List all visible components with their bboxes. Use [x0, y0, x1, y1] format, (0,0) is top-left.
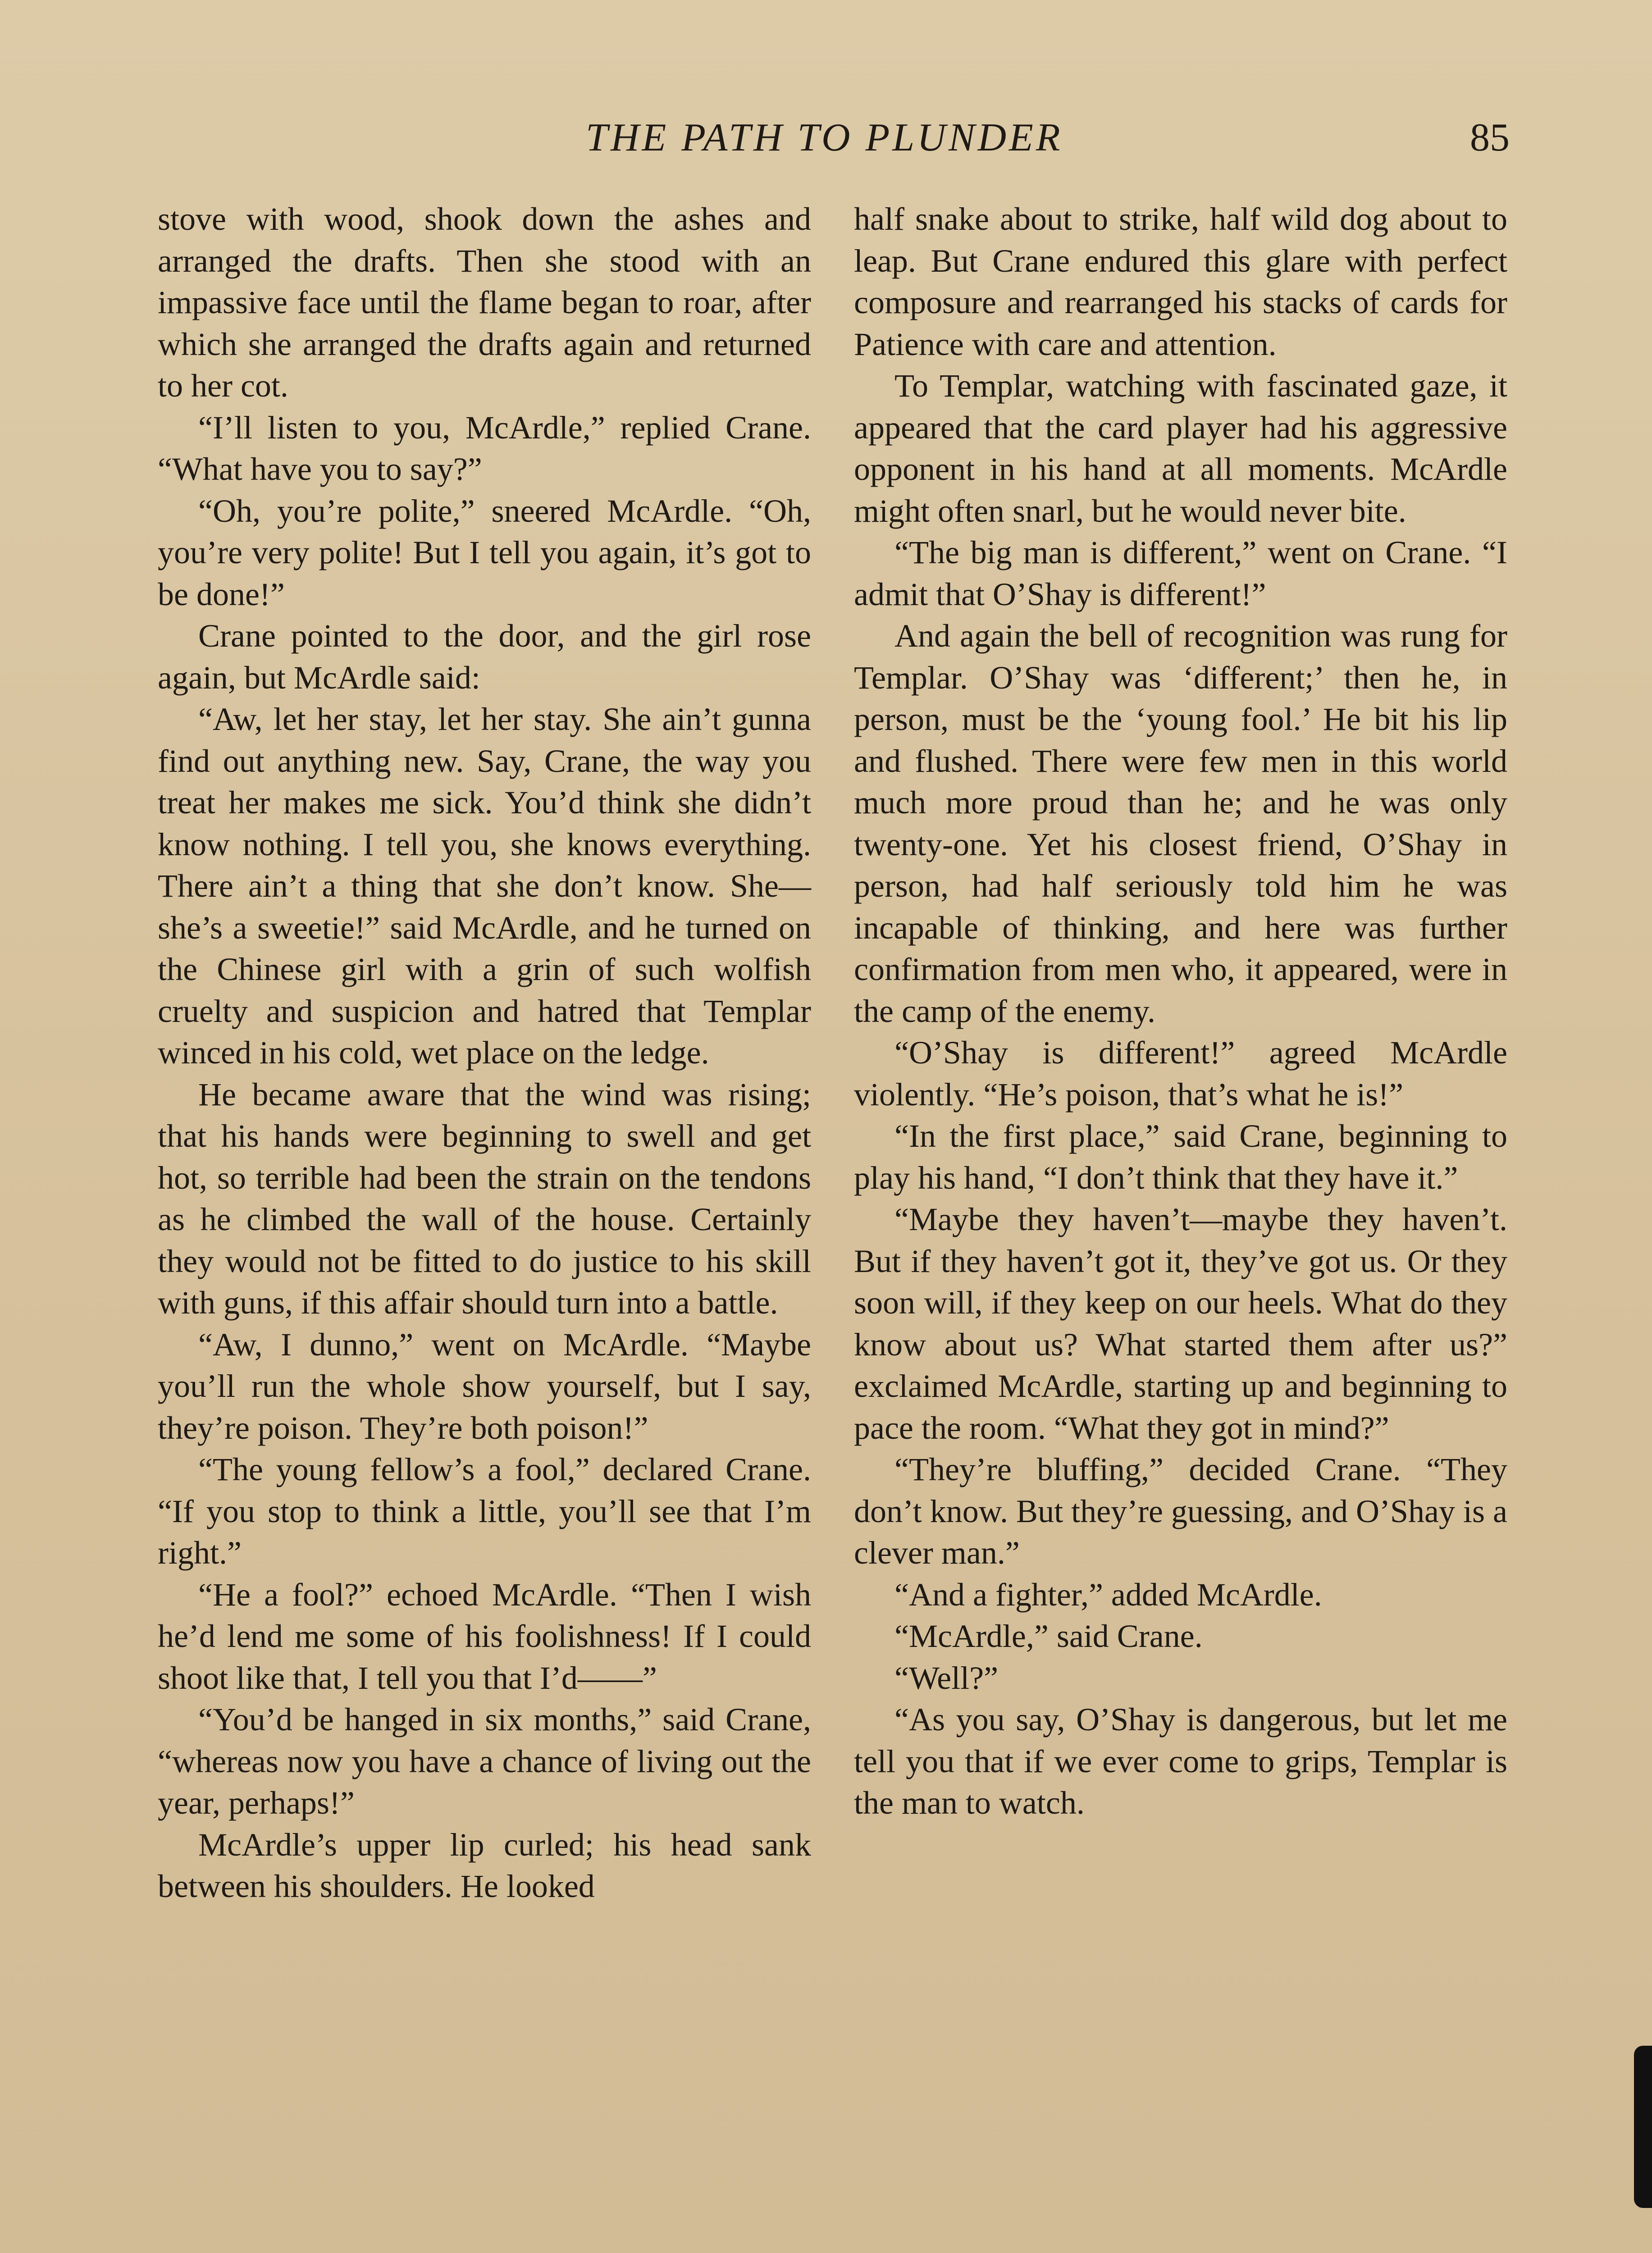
- paragraph: “You’d be hanged in six months,” said Crane, “whereas now you have a chance of living out the year, perhaps!”: [158, 1701, 811, 1821]
- paragraph: “I’ll listen to you, McArdle,” replied Crane. “What have you to say?”: [158, 409, 811, 487]
- paragraph: “Oh, you’re polite,” sneered McArdle. “Oh, you’re very polite! But I tell you again, it’s got to be done!”: [158, 493, 811, 612]
- paragraph: “And a fighter,” added McArdle.: [894, 1576, 1322, 1613]
- paragraph: half snake about to strike, half wild dog about to leap. But Crane endured this glare with perfect composure and rearranged his stacks of cards for Patience with care and attention.: [854, 201, 1507, 362]
- paragraph: “O’Shay is different!” agreed McArdle violently. “He’s poison, that’s what he is!”: [854, 1035, 1507, 1113]
- paragraph: stove with wood, shook down the ashes and arranged the drafts. Then she stood with an impassive face until the flame began to roar, after which she arranged the drafts again and returned to her cot.: [158, 201, 811, 404]
- paragraph: He became aware that the wind was rising; that his hands were beginning to swell and get hot, so terrible had been the strain on the tendons as he climbed the wall of the house. Certainly they would not be fitted to do justice to his skill with guns, if this affair should turn into a battle.: [158, 1076, 811, 1321]
- paragraph: “McArdle,” said Crane.: [894, 1618, 1203, 1654]
- paragraph: “The young fellow’s a fool,” declared Crane. “If you stop to think a little, you’ll see that I’m right.”: [158, 1451, 811, 1571]
- paragraph: Crane pointed to the door, and the girl rose again, but McArdle said:: [158, 618, 811, 696]
- left-text-column: [158, 198, 811, 1907]
- paragraph: “Well?”: [894, 1660, 999, 1696]
- paragraph: “Aw, I dunno,” went on McArdle. “Maybe you’ll run the whole show yourself, but I say, they’re poison. They’re both poison!”: [158, 1326, 811, 1446]
- paragraph: “They’re bluffing,” decided Crane. “They don’t know. But they’re guessing, and O’Shay is a clever man.”: [854, 1451, 1507, 1571]
- paragraph: “He a fool?” echoed McArdle. “Then I wish he’d lend me some of his foolishness! If I could shoot like that, I tell you that I’d——”: [158, 1576, 811, 1696]
- page-edge-tab: [1634, 2046, 1652, 2208]
- paragraph: “In the first place,” said Crane, beginning to play his hand, “I don’t think that they have it.”: [854, 1118, 1507, 1196]
- page-header: [158, 115, 1510, 169]
- paragraph: “Aw, let her stay, let her stay. She ain’t gunna find out anything new. Say, Crane, the way you treat her makes me sick. You’d think she didn’t know nothing. I tell you, she knows everything. There ain’t a thing that she don’t know. She—she’s a sweetie!” said McArdle, and he turned on the Chinese girl with a grin of such wolfish cruelty and suspicion and hatred that Templar winced in his cold, wet place on the ledge.: [158, 701, 811, 1071]
- paragraph: And again the bell of recognition was rung for Templar. O’Shay was ‘different;’ then he, in person, must be the ‘young fool.’ He bit his lip and flushed. There were few men in this world much more proud than he; and he was only twenty-one. Yet his closest friend, O’Shay in person, had half seriously told him he was incapable of thinking, and here was further confirmation from men who, it appeared, were in the camp of the enemy.: [854, 618, 1507, 1029]
- paragraph: To Templar, watching with fascinated gaze, it appeared that the card player had his aggressive opponent in his hand at all moments. McArdle might often snarl, but he would never bite.: [854, 368, 1507, 529]
- paragraph: “As you say, O’Shay is dangerous, but let me tell you that if we ever come to grips, Templar is the man to watch.: [854, 1701, 1507, 1821]
- running-title: THE PATH TO PLUNDER: [586, 116, 1063, 160]
- paragraph: “Maybe they haven’t—maybe they haven’t. But if they haven’t got it, they’ve got us. Or they soon will, if they keep on our heels. What do they know about us? What started them after us?” exclaimed McArdle, starting up and beginning to pace the room. “What they got in mind?”: [854, 1201, 1507, 1446]
- page-number: 85: [1470, 116, 1510, 160]
- paragraph: “The big man is different,” went on Crane. “I admit that O’Shay is different!”: [854, 534, 1507, 612]
- paragraph: McArdle’s upper lip curled; his head sank between his shoulders. He looked: [158, 1826, 811, 1904]
- right-text-column: [854, 198, 1507, 1824]
